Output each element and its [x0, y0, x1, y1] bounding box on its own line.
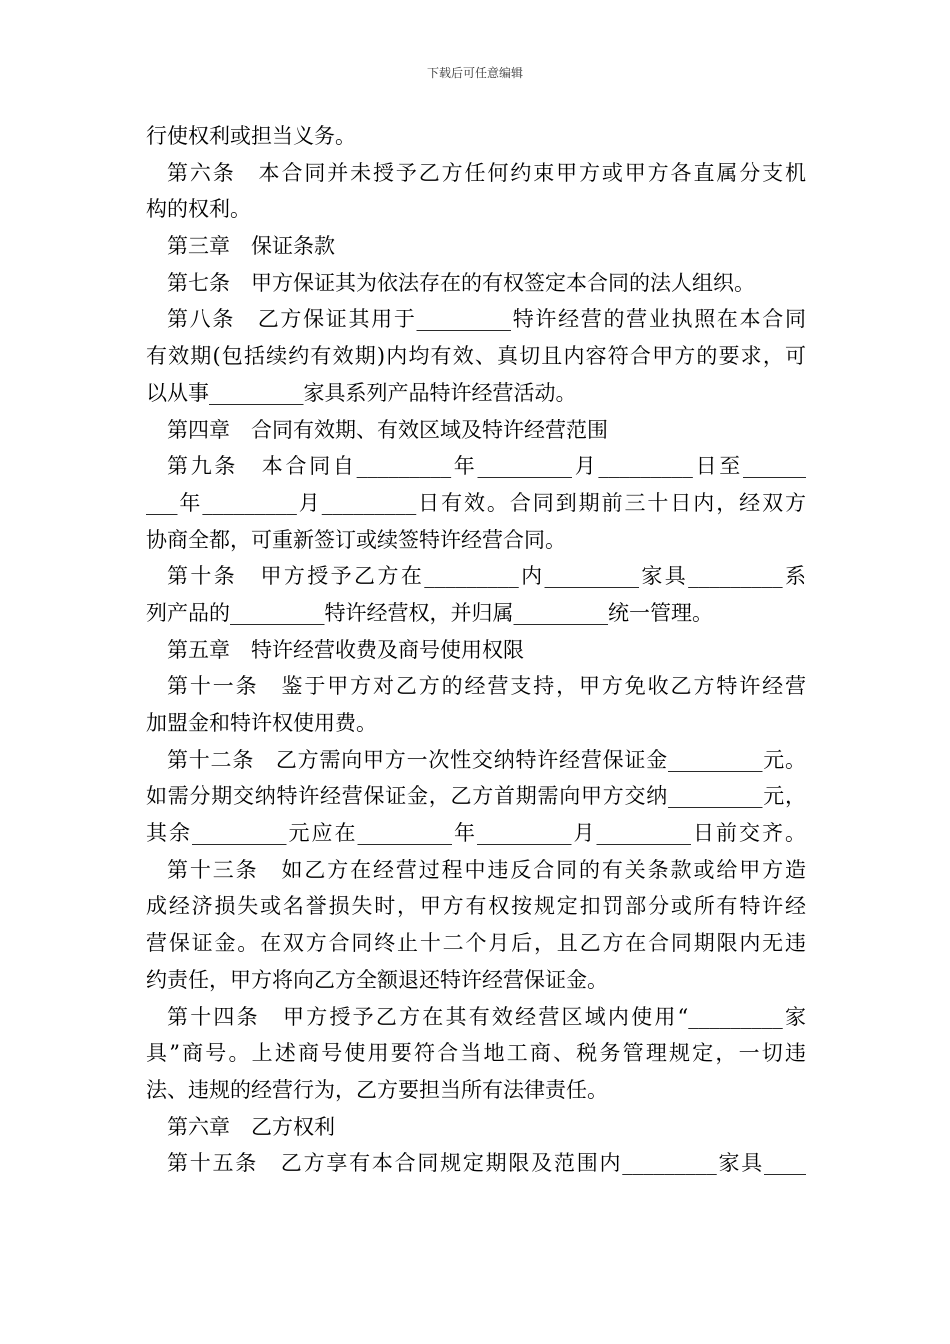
paragraph-line: 第十条 甲方授予乙方在_________内_________家具_________系 — [167, 564, 806, 589]
paragraph-line: 如需分期交纳特许经营保证金，乙方首期需向甲方交纳_________元， — [146, 784, 806, 809]
paragraph-line: 成经济损失或名誉损失时，甲方有权按规定扣罚部分或所有特许经 — [146, 894, 806, 919]
paragraph-line: 加盟金和特许权使用费。 — [146, 711, 377, 735]
paragraph-line: 约责任，甲方将向乙方全额退还特许经营保证金。 — [146, 967, 608, 992]
paragraph-line: 第十一条 鉴于甲方对乙方的经营支持，甲方免收乙方特许经营 — [167, 674, 806, 699]
document-body — [146, 118, 806, 1182]
paragraph-line: 第十四条 甲方授予乙方在其有效经营区域内使用“_________家 — [167, 1004, 806, 1029]
paragraph-line: 第九条 本合同自_________年_________月_________日至______ — [167, 454, 806, 479]
paragraph-line: 有效期(包括续约有效期)内均有效、真切且内容符合甲方的要求，可 — [146, 344, 806, 369]
paragraph-line: 其余_________元应在_________年_________月_________日前交齐。 — [146, 821, 806, 846]
paragraph-line: 第十二条 乙方需向甲方一次性交纳特许经营保证金_________元。 — [167, 747, 806, 772]
page-header: 下载后可任意编辑 — [426, 66, 523, 80]
paragraph-line: 第十三条 如乙方在经营过程中违反合同的有关条款或给甲方造 — [167, 857, 806, 882]
paragraph-line: 第十五条 乙方享有本合同规定期限及范围内_________家具____ — [167, 1151, 806, 1176]
paragraph-line: 第八条 乙方保证其用于_________特许经营的营业执照在本合同 — [167, 307, 806, 332]
paragraph-line: 营保证金。在双方合同终止十二个月后，且乙方在合同期限内无违 — [146, 931, 806, 956]
paragraph-line: 第七条 甲方保证其为依法存在的有权签定本合同的法人组织。 — [167, 270, 755, 295]
paragraph-line: 以从事_________家具系列产品特许经营活动。 — [146, 380, 577, 405]
paragraph-line: 第六条 本合同并未授予乙方任何约束甲方或甲方各直属分支机 — [167, 160, 806, 185]
paragraph-line: ___年_________月_________日有效。合同到期前三十日内，经双方 — [146, 490, 806, 515]
paragraph-line: 第六章 乙方权利 — [167, 1114, 335, 1139]
paragraph-line: 法、违规的经营行为，乙方要担当所有法律责任。 — [146, 1077, 608, 1102]
paragraph-line: 第五章 特许经营收费及商号使用权限 — [167, 637, 524, 662]
paragraph-line: 协商全都，可重新签订或续签特许经营合同。 — [146, 527, 566, 552]
paragraph-line: 具”商号。上述商号使用要符合当地工商、税务管理规定，一切违 — [146, 1041, 806, 1066]
paragraph-line: 列产品的_________特许经营权，并归属_________统一管理。 — [146, 600, 713, 625]
paragraph-line: 第四章 合同有效期、有效区域及特许经营范围 — [167, 417, 608, 442]
paragraph-line: 构的权利。 — [146, 197, 251, 222]
paragraph-line: 行使权利或担当义务。 — [146, 124, 356, 148]
paragraph-line: 第三章 保证条款 — [167, 234, 335, 259]
